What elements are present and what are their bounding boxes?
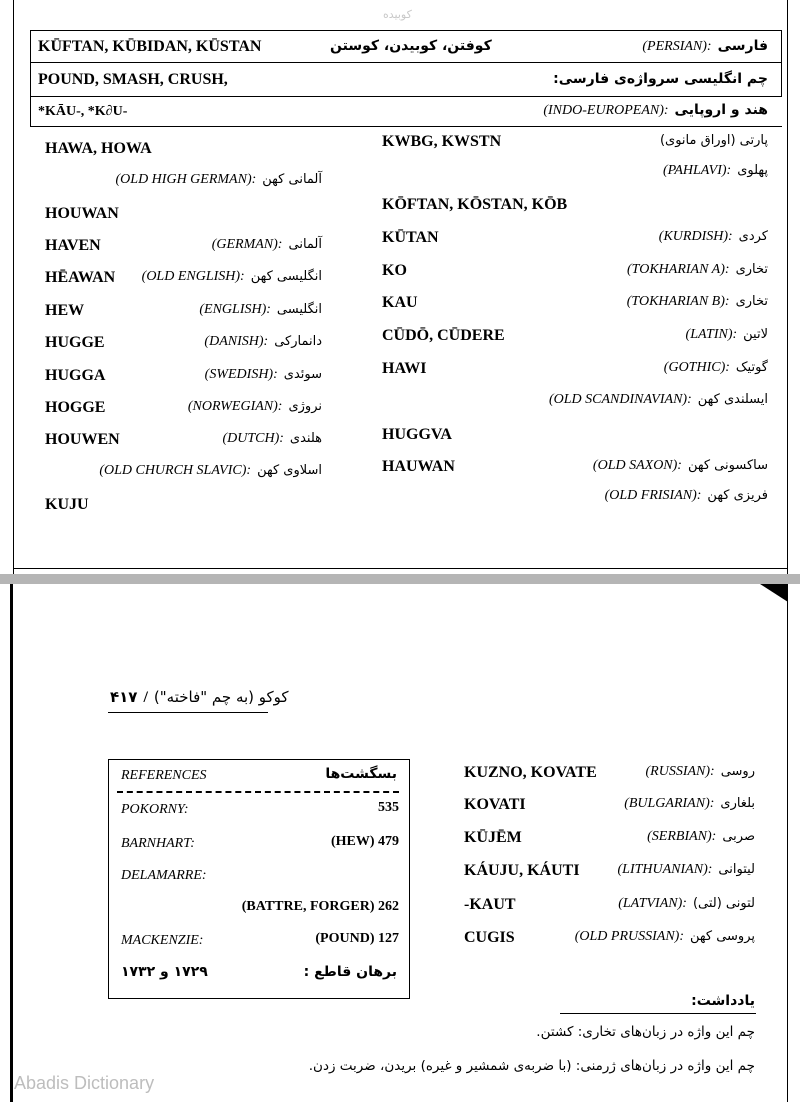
page-right-border [787, 0, 788, 574]
left-entry-lang: اسلاوی کهن (OLD CHURCH SLAVIC): [99, 463, 322, 478]
header-rule-right [781, 30, 782, 96]
header-english-label: چم انگلیسی سرواژه‌ی فارسی: [553, 71, 768, 87]
burhan-value: ۱۷۲۹ و ۱۷۳۲ [121, 964, 208, 980]
left-entry-lang: دانمارکی (DANISH): [204, 334, 322, 349]
right-entry-word: KWBG, KWSTN [382, 133, 502, 150]
lang-fa: هند و اروپایی [674, 102, 768, 118]
references-dashed-rule [117, 791, 399, 793]
right-entry-lang: ساکسونی کهن (OLD SAXON): [592, 458, 768, 473]
header-separator: / [143, 689, 148, 706]
references-box [108, 759, 410, 999]
right-entry-lang: ایسلندی کهن (OLD SCANDINAVIAN): [548, 392, 768, 407]
right-entry-word: KO [382, 262, 407, 279]
references-title-fa: بسگشت‌ها [325, 766, 397, 782]
lower-entry-word: KŪJĒM [464, 829, 522, 846]
running-header [110, 688, 289, 707]
header-rule-2 [30, 96, 782, 97]
right-entry-word: HAWI [382, 360, 427, 377]
header-persian-words: کوفتن، کوبیدن، کوستن [330, 38, 492, 54]
left-entry-word: KUJU [45, 496, 89, 513]
lang-label: (INDO-EUROPEAN): [543, 103, 669, 118]
header-persian-lang [642, 38, 768, 55]
site-brand: Abadis Dictionary [14, 1073, 155, 1093]
burhan-label: برهان قاطع : [303, 964, 397, 980]
lower-entry-lang: لتونی (لتی) (LATVIAN): [618, 896, 755, 911]
reference-name: BARNHART: [121, 836, 195, 851]
lower-entry-lang: بلغاری (BULGARIAN): [624, 796, 755, 811]
left-entry-word: HAVEN [45, 237, 101, 254]
header-english-meaning: POUND, SMASH, CRUSH, [38, 71, 228, 88]
left-entry-word: HUGGE [45, 334, 105, 351]
right-entry-lang: پهلوی (PAHLAVI): [662, 163, 768, 178]
right-entry-lang: پارتی (اوراق مانوی) [659, 133, 768, 148]
left-entry-word: HEW [45, 302, 85, 319]
right-entry-word: KŌFTAN, KŌSTAN, KŌB [382, 196, 568, 213]
page-number: ۴۱۷ [110, 688, 138, 706]
note-line: چم این واژه در زبان‌های تخاری: کشتن. [536, 1024, 755, 1040]
reference-name: DELAMARRE: [121, 868, 207, 883]
left-entry-word: HĒAWAN [45, 269, 116, 286]
right-entry-word: CŪDŌ, CŪDERE [382, 327, 505, 344]
header-ie-root: *KĀU-, *K∂U- [38, 104, 128, 119]
header-rule-3 [30, 126, 782, 127]
reference-name: POKORNY: [121, 802, 189, 817]
references-title: REFERENCES [121, 768, 207, 783]
lower-entry-word: KOVATI [464, 796, 526, 813]
right-entry-lang: لاتین (LATIN): [685, 327, 768, 342]
page-left-border [13, 0, 14, 574]
header-rule-top [30, 30, 782, 31]
left-entry-lang: نروژی (NORWEGIAN): [187, 399, 322, 414]
right-entry-word: KŪTAN [382, 229, 439, 246]
header-ie-lang [543, 102, 768, 119]
left-entry-word: HOUWAN [45, 205, 119, 222]
left-entry-lang: انگلیسی (ENGLISH): [199, 302, 322, 317]
left-entry-lang: هلندی (DUTCH): [222, 431, 322, 446]
left-entry-word: HOGGE [45, 399, 106, 416]
left-entry-lang: آلمانی کهن (OLD HIGH GERMAN): [115, 172, 322, 187]
left-entry-word: HOUWEN [45, 431, 120, 448]
reference-value: (POUND) 127 [315, 931, 399, 946]
reference-name: MACKENZIE: [121, 933, 204, 948]
lower-entry-word: KÁUJU, KÁUTI [464, 862, 580, 879]
right-entry-word: KAU [382, 294, 418, 311]
left-entry-lang: سوئدی (SWEDISH): [204, 367, 322, 382]
lower-entry-lang: روسی (RUSSIAN): [645, 764, 755, 779]
left-entry-word: HAWA, HOWA [45, 140, 152, 157]
page2-right-border [787, 584, 788, 1102]
corner-mark [760, 584, 788, 602]
lang-fa: فارسی [717, 38, 768, 54]
notes-underline [560, 1013, 756, 1014]
lower-entry-lang: لیتوانی (LITHUANIAN): [617, 862, 755, 877]
lower-entry-lang: صربی (SERBIAN): [647, 829, 755, 844]
lang-label: (PERSIAN): [642, 39, 712, 54]
note-line: چم این واژه در زبان‌های ژرمنی: (با ضربه‌ی شمشیر و غیره) بریدن، ضربت زدن. [308, 1058, 755, 1074]
lower-entry-word: CUGIS [464, 929, 515, 946]
left-entry-lang: انگلیسی کهن (OLD ENGLISH): [141, 269, 322, 284]
page-bottom-border [13, 568, 788, 569]
right-entry-lang: تخاری (TOKHARIAN B): [626, 294, 768, 309]
reference-value: (HEW) 479 [330, 834, 399, 849]
lower-entry-lang: پروسی کهن (OLD PRUSSIAN): [574, 929, 755, 944]
right-entry-lang: فریزی کهن (OLD FRISIAN): [604, 488, 768, 503]
watermark-text: کوبیده [383, 8, 412, 21]
right-entry-lang: تخاری (TOKHARIAN A): [627, 262, 768, 277]
right-entry-word: HAUWAN [382, 458, 455, 475]
header-persian-latin: KŪFTAN, KŪBIDAN, KŪSTAN [38, 38, 262, 55]
reference-value: 535 [378, 800, 399, 815]
right-entry-word: HUGGVA [382, 426, 452, 443]
page2-left-border [10, 584, 13, 1102]
right-entry-lang: گوتیک (GOTHIC): [663, 360, 768, 375]
right-entry-lang: کردی (KURDISH): [658, 229, 768, 244]
left-entry-lang: آلمانی (GERMAN): [211, 237, 322, 252]
page-divider [0, 574, 800, 584]
header-rule-left [30, 30, 31, 126]
notes-heading: یادداشت: [691, 993, 755, 1009]
running-header-underline [108, 712, 268, 713]
header-rule-1 [30, 62, 782, 63]
running-title: کوکو (به چم "فاخته") [153, 688, 289, 706]
lower-entry-word: -KAUT [464, 896, 516, 913]
left-entry-word: HUGGA [45, 367, 106, 384]
reference-value: (BATTRE, FORGER) 262 [241, 899, 399, 914]
lower-entry-word: KUZNO, KOVATE [464, 764, 597, 781]
